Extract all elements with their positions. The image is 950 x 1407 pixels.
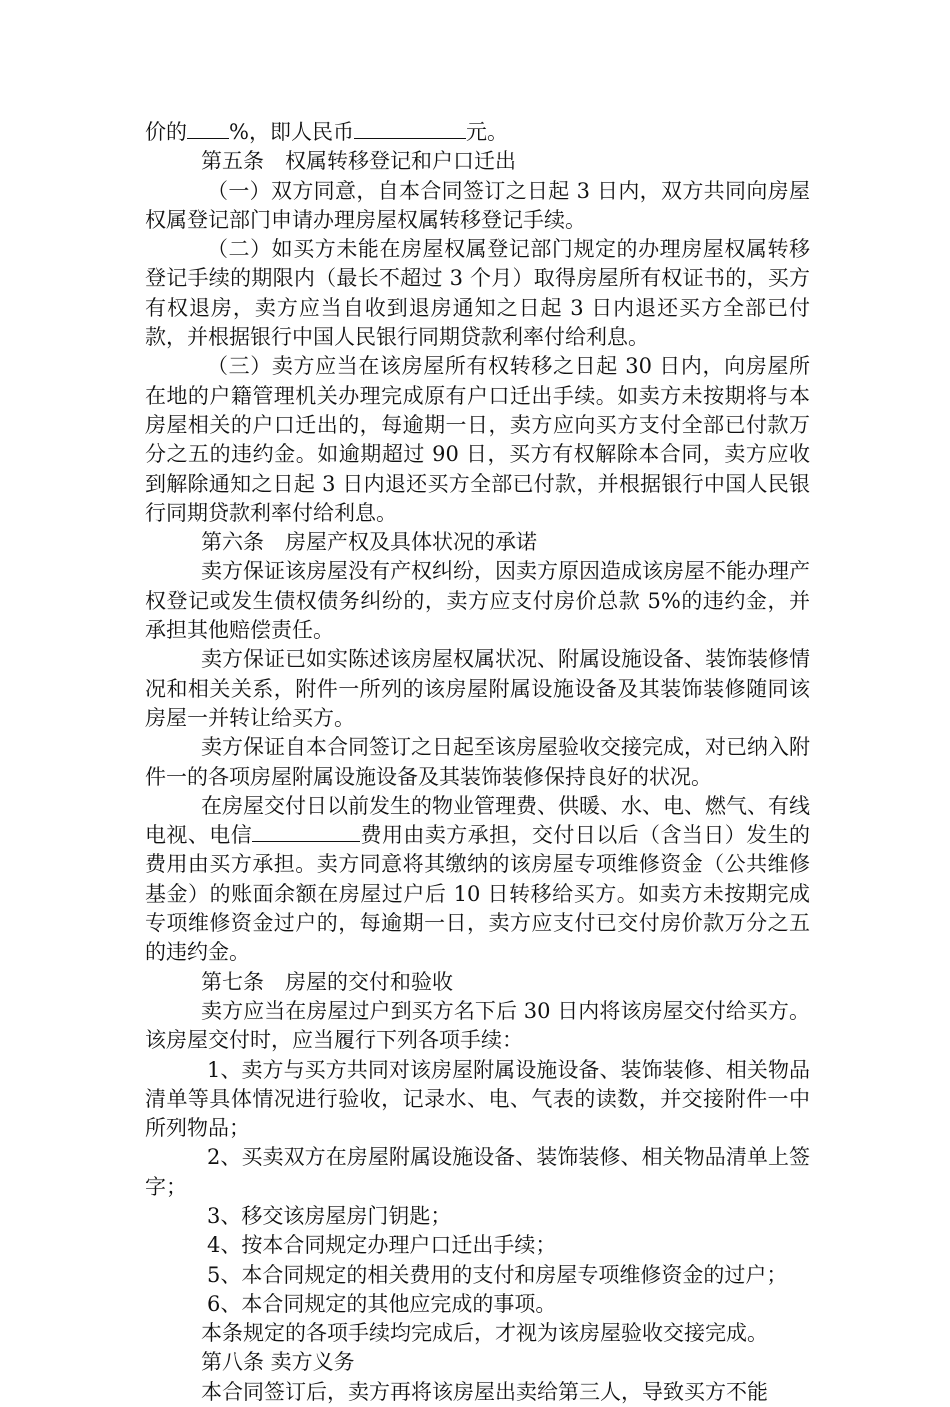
article-6-para-1: 卖方保证该房屋没有产权纠纷，因卖方原因造成该房屋不能办理产权登记或发生债权债务纠纷的，卖方应支付房价总款 5%的违约金，并承担其他赔偿责任。 bbox=[145, 559, 810, 643]
article-7-item-4: 4、按本合同规定办理户口迁出手续； bbox=[207, 1233, 557, 1258]
text: 价的 bbox=[145, 120, 187, 144]
article-7-item-1: 1、卖方与买方共同对该房屋附属设施设备、装饰装修、相关物品清单等具体情况进行验收，记录水、电、气表的读数，并交接附件一中所列物品； bbox=[145, 1057, 810, 1141]
text: %，即人民币 bbox=[229, 120, 354, 144]
blank-percent bbox=[187, 118, 229, 139]
article-7-item-6: 6、本合同规定的其他应完成的事项。 bbox=[207, 1291, 557, 1316]
article-5-clause-3: （三）卖方应当在该房屋所有权转移之日起 30 日内，向房屋所在地的户籍管理机关办理完成原有户口迁出手续。如卖方未按期将与本房屋相关的户口迁出的，每逾期一日，卖方应向买方支付全部已付款万分之五的违约金。如逾期超过 90 日，买方有权解除本合同，卖方应收到解除通知之日起 3 日内退还买方全部已付款，并根据银行中国人民银行同期贷款利率付给利息。 bbox=[145, 354, 810, 525]
article-6-title: 第六条 房屋产权及具体状况的承诺 bbox=[201, 530, 537, 555]
article-5-clause-2: （二）如买方未能在房屋权属登记部门规定的办理房屋权属转移登记手续的期限内（最长不超过 3 个月）取得房屋所有权证书的，买方有权退房，卖方应当自收到退房通知之日起 3 日内退还买方全部已付款，并根据银行中国人民银行同期贷款利率付给利息。 bbox=[145, 237, 810, 350]
article-7-item-5: 5、本合同规定的相关费用的支付和房屋专项维修资金的过户； bbox=[207, 1262, 788, 1287]
price-line bbox=[145, 118, 810, 147]
article-5-title: 第五条 权属转移登记和户口迁出 bbox=[201, 149, 516, 174]
text: 费用由卖方承担，交付日以后（含当日）发生的费用由买方承担。卖方同意将其缴纳的该房屋专项维修资金（公共维修基金）的账面余额在房屋过户后 10 日转移给买方。如卖方未按期完成专项维修资金过户的，每逾期一日，卖方应支付已交付房价款万分之五的违约金。 bbox=[145, 823, 811, 965]
article-7-closing: 本条规定的各项手续均完成后，才视为该房屋验收交接完成。 bbox=[201, 1321, 768, 1346]
blank-amount bbox=[354, 118, 466, 139]
article-6-para-4 bbox=[145, 792, 810, 968]
article-8-title: 第八条 卖方义务 bbox=[201, 1350, 355, 1375]
article-7-title: 第七条 房屋的交付和验收 bbox=[201, 969, 453, 994]
blank-fees bbox=[252, 821, 360, 842]
article-7-item-2: 2、买卖双方在房屋附属设施设备、装饰装修、相关物品清单上签字； bbox=[145, 1145, 810, 1199]
article-7-para-1: 卖方应当在房屋过户到买方名下后 30 日内将该房屋交付给买方。该房屋交付时，应当履行下列各项手续： bbox=[145, 998, 810, 1053]
article-5-clause-1: （一）双方同意，自本合同签订之日起 3 日内，双方共同向房屋权属登记部门申请办理房屋权属转移登记手续。 bbox=[145, 178, 810, 232]
text: 元。 bbox=[465, 120, 508, 144]
article-6-para-3: 卖方保证自本合同签订之日起至该房屋验收交接完成，对已纳入附件一的各项房屋附属设施设备及其装饰装修保持良好的状况。 bbox=[145, 735, 810, 789]
article-7-item-3: 3、移交该房屋房门钥匙； bbox=[207, 1203, 452, 1228]
text: 在房屋交付日以前发生的物业管理费、供暖、水、电、燃气、有线电视、电信 bbox=[145, 793, 810, 848]
article-8-para-1: 本合同签订后，卖方再将该房屋出卖给第三人，导致买方不能 bbox=[201, 1379, 768, 1404]
article-6-para-2: 卖方保证已如实陈述该房屋权属状况、附属设施设备、装饰装修情况和相关关系，附件一所列的该房屋附属设施设备及其装饰装修随同该房屋一并转让给买方。 bbox=[145, 647, 810, 730]
document-body bbox=[145, 118, 810, 1407]
